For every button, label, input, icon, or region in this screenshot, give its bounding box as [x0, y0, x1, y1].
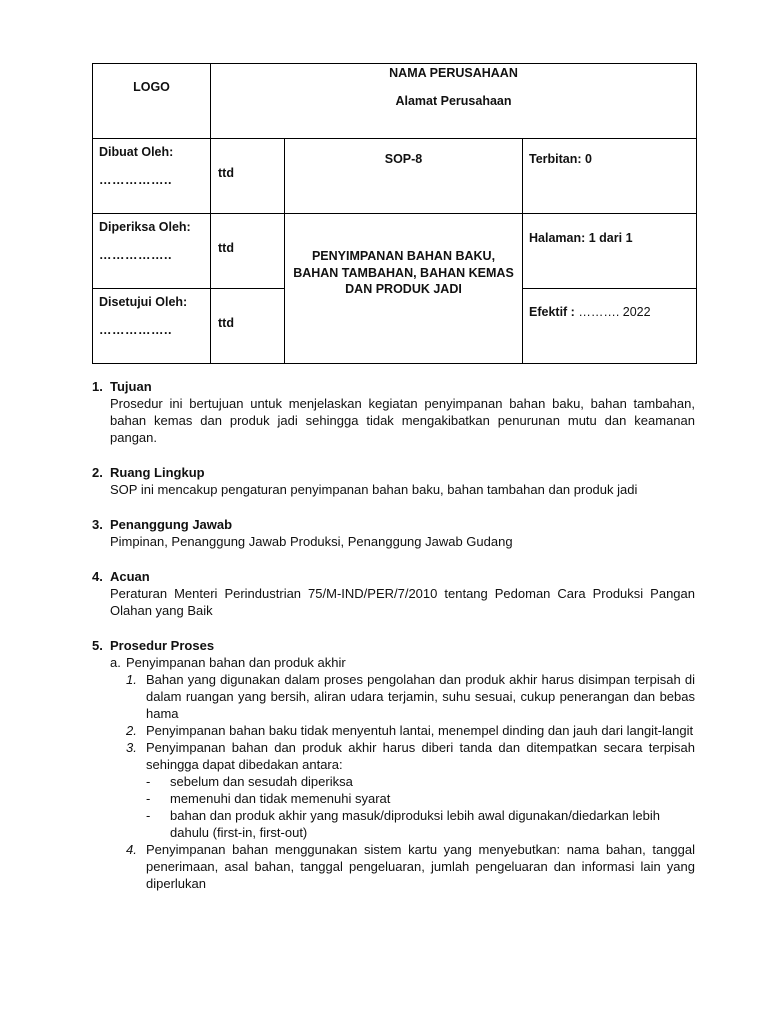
section-body: Pimpinan, Penanggung Jawab Produksi, Penanggung Jawab Gudang: [110, 534, 513, 549]
sop-title: PENYIMPANAN BAHAN BAKU, BAHAN TAMBAHAN, BAHAN KEMAS DAN PRODUK JADI: [293, 249, 514, 296]
bullet-mark: -: [146, 791, 151, 806]
section-title: Tujuan: [110, 379, 152, 394]
section-body: SOP ini mencakup pengaturan penyimpanan bahan baku, bahan tambahan dan produk jadi: [110, 482, 638, 497]
disetujui-cell: [93, 289, 211, 364]
diperiksa-ttd: ttd: [218, 241, 234, 255]
halaman-cell: [523, 214, 697, 289]
efektif-label: Efektif :: [529, 305, 575, 319]
terbitan: Terbitan: 0: [529, 152, 592, 166]
step-text: Penyimpanan bahan baku tidak menyentuh lantai, menempel dinding dan jauh dari langit-langit: [146, 723, 694, 738]
section-penanggung-jawab: [92, 516, 695, 550]
step-text: Bahan yang digunakan dalam proses pengolahan dan produk akhir harus disimpan terpisah di dalam ruangan yang bersih, aliran udara terjamin, suhu sesuai, cukup penerangan dan bebas hama: [146, 672, 695, 721]
bullet-item: [92, 773, 695, 790]
bullet-item: [92, 790, 695, 807]
diperiksa-ttd-cell: [211, 214, 285, 289]
step-number: 1.: [126, 672, 137, 687]
sub-item-a: [92, 654, 695, 671]
step-item: [92, 739, 695, 773]
section-number: 2.: [92, 465, 103, 480]
diperiksa-name-dots: ……………..: [99, 248, 172, 262]
logo-placeholder: LOGO: [133, 80, 170, 94]
step-item: [92, 841, 695, 892]
section-acuan: [92, 568, 695, 619]
dibuat-label: Dibuat Oleh:: [99, 145, 174, 159]
dibuat-name-dots: ……………..: [99, 173, 172, 187]
section-number: 3.: [92, 517, 103, 532]
section-number: 1.: [92, 379, 103, 394]
diperiksa-label: Diperiksa Oleh:: [99, 220, 191, 234]
bullet-item: [92, 807, 695, 841]
terbitan-cell: [523, 139, 697, 214]
company-cell: [211, 64, 697, 139]
efektif: [523, 289, 696, 319]
section-title: Prosedur Proses: [110, 638, 215, 653]
sop-code: SOP-8: [384, 152, 423, 166]
step-text: Penyimpanan bahan menggunakan sistem kartu yang menyebutkan: nama bahan, tanggal penerimaan, asal bahan, tanggal pengeluaran, jumlah pengeluaran dan informasi lain yang diperlukan: [146, 842, 695, 891]
section-body: Peraturan Menteri Perindustrian 75/M-IND/PER/7/2010 tentang Pedoman Cara Produksi Pangan Olahan yang Baik: [110, 586, 695, 618]
disetujui-ttd: ttd: [218, 316, 234, 330]
bullet-mark: -: [146, 774, 151, 789]
sop-code-cell: [285, 139, 523, 214]
bullet-text: sebelum dan sesudah diperiksa: [170, 774, 353, 789]
sop-header-table: [92, 63, 697, 364]
step-item: [92, 671, 695, 722]
sub-item-title: Penyimpanan bahan dan produk akhir: [126, 655, 346, 670]
dibuat-ttd: ttd: [218, 166, 234, 180]
step-number: 3.: [126, 740, 137, 755]
section-title: Acuan: [110, 569, 150, 584]
step-number: 2.: [126, 723, 137, 738]
sub-item-mark: a.: [110, 655, 121, 670]
section-title: Penanggung Jawab: [110, 517, 233, 532]
sop-content: [92, 378, 695, 910]
disetujui-name-dots: ……………..: [99, 323, 172, 337]
section-number: 4.: [92, 569, 103, 584]
section-tujuan: [92, 378, 695, 446]
bullet-text: bahan dan produk akhir yang masuk/diproduksi lebih awal digunakan/diedarkan lebih dahulu (first-in, first-out): [170, 808, 660, 840]
step-text: Penyimpanan bahan dan produk akhir harus diberi tanda dan ditempatkan secara terpisah sehingga dapat dibedakan antara:: [146, 740, 695, 772]
disetujui-ttd-cell: [211, 289, 285, 364]
sop-title-cell: [285, 214, 523, 364]
step-number: 4.: [126, 842, 137, 857]
company-name: NAMA PERUSAHAAN: [389, 66, 518, 80]
logo-cell: [93, 64, 211, 139]
efektif-value: ………. 2022: [574, 305, 651, 319]
section-number: 5.: [92, 638, 103, 653]
efektif-cell: [523, 289, 697, 364]
section-ruang-lingkup: [92, 464, 695, 498]
bullet-text: memenuhi dan tidak memenuhi syarat: [170, 791, 391, 806]
disetujui-label: Disetujui Oleh:: [99, 295, 188, 309]
company-address: Alamat Perusahaan: [395, 94, 512, 108]
diperiksa-cell: [93, 214, 211, 289]
bullet-mark: -: [146, 808, 151, 823]
halaman: Halaman: 1 dari 1: [529, 231, 633, 245]
section-title: Ruang Lingkup: [110, 465, 205, 480]
step-item: [92, 722, 695, 739]
section-body: Prosedur ini bertujuan untuk menjelaskan kegiatan penyimpanan bahan baku, bahan tambahan, bahan kemas dan produk jadi sehingga tidak mengakibatkan penurunan mutu dan keamanan pangan.: [110, 396, 695, 445]
dibuat-ttd-cell: [211, 139, 285, 214]
dibuat-cell: [93, 139, 211, 214]
section-prosedur-proses: [92, 637, 695, 892]
